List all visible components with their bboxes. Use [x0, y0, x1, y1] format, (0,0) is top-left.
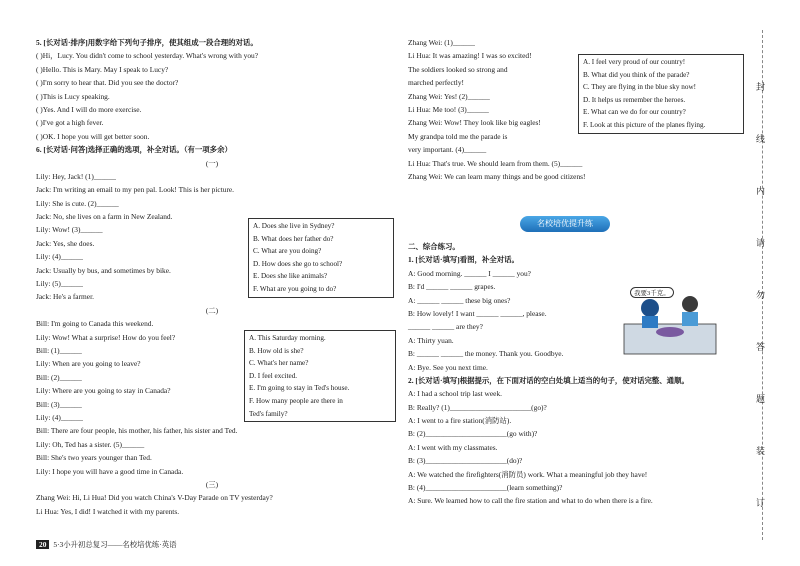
footer-text: 5·3小升初总复习——名校培优练·英语 — [53, 540, 177, 549]
part3-dialogue — [36, 491, 388, 518]
dialogue-line: A: I had a school trip last week. — [408, 389, 502, 399]
dialogue-line: Zhang Wei: We can learn many things and be good citizens! — [408, 171, 586, 181]
part3-title: (三) — [205, 479, 219, 489]
dialogue-line: ( )I'm sorry to hear that. Did you see the doctor? — [36, 78, 179, 88]
dialogue-line: Lily: (4)______ — [36, 412, 84, 422]
dialogue-line: My grandpa told me the parade is — [408, 131, 508, 141]
section-banner: 名校培优提升练 — [520, 216, 610, 232]
q5-title: 5. [长对话·排序]用数字给下列句子排序，使其组成一段合理的对话。 — [36, 38, 258, 47]
section2-title: 二、综合练习。 — [408, 242, 460, 251]
dialogue-line: Bill: (1)______ — [36, 345, 82, 355]
option-item: F. How many people are there in — [249, 396, 343, 405]
option-item: B. What does her father do? — [253, 234, 334, 243]
dialogue-line: ( )This is Lucy speaking. — [36, 91, 110, 101]
part1-options-box — [248, 218, 394, 298]
margin-char: 答 — [756, 342, 766, 352]
binding-margin — [744, 30, 784, 540]
dialogue-line: Lily: Wow! What a surprise! How do you feel? — [36, 332, 176, 342]
option-item: F. Look at this picture of the planes flying. — [583, 120, 706, 129]
q2-title: 2. [长对话·填写]根据提示，在下面对话的空白处填上适当的句子，使对话完整、通顺。 — [408, 375, 689, 385]
dialogue-line: The soldiers looked so strong and — [408, 64, 508, 74]
dialogue-line: Lily: Wow! (3)______ — [36, 225, 103, 235]
page-number: 20 — [36, 540, 49, 549]
dialogue-line: Li Hua: Yes, I did! I watched it with my parents. — [36, 506, 180, 516]
dialogue-line: B: (2)______________________(go with)? — [408, 429, 538, 439]
margin-char: 订 — [756, 498, 766, 508]
dialogue-line: Bill: I'm going to Canada this weekend. — [36, 319, 154, 329]
option-item: Ted's family? — [249, 409, 288, 418]
dialogue-line: Zhang Wei: Yes! (2)______ — [408, 91, 490, 101]
dialogue-line: Bill: There are four people, his mother, his father, his sister and Ted. — [36, 426, 238, 436]
dialogue-line: Jack: I'm writing an email to my pen pal. Look! This is her picture. — [36, 185, 235, 195]
dialogue-line: Lily: Hey, Jack! (1)______ — [36, 171, 116, 181]
dialogue-line: A: I went with my classmates. — [408, 442, 498, 452]
page-footer — [36, 539, 177, 550]
q2-dialogue — [408, 387, 738, 508]
dialogue-line: A: We watched the firefighters(消防员) work. What a meaningful job they have! — [408, 469, 648, 479]
dialogue-line: Bill: She's two years younger than Ted. — [36, 453, 152, 463]
option-item: D. I feel excited. — [249, 371, 298, 380]
dialogue-line: Lily: (4)______ — [36, 252, 84, 262]
dialogue-line: B: ______ ______ the money. Thank you. Goodbye. — [408, 349, 564, 359]
dialogue-line: ( )Yes. And I will do more exercise. — [36, 104, 142, 114]
q6-title: 6. [长对话·问答]选择正确的选项，补全对话。（有一项多余） — [36, 145, 232, 155]
dialogue-line: A: Bye. See you next time. — [408, 362, 488, 372]
margin-char: 题 — [756, 394, 766, 404]
option-item: A. Does she live in Sydney? — [253, 222, 335, 230]
dialogue-line: Jack: He's a farmer. — [36, 292, 94, 302]
dialogue-line: Zhang Wei: Wow! They look like big eagles! — [408, 118, 541, 128]
dialogue-line: Jack: No, she lives on a farm in New Zealand. — [36, 212, 173, 222]
dialogue-line: Zhang Wei: (1)______ — [408, 38, 476, 47]
dialogue-line: Li Hua: That's true. We should learn from them. (5)______ — [408, 158, 583, 168]
option-item: C. What's her name? — [249, 359, 309, 368]
option-item: C. They are flying in the blue sky now! — [583, 83, 697, 92]
q1-title: 1. [长对话·填写]看图，补全对话。 — [408, 255, 519, 265]
speech-bubble: 我要3千克。 — [630, 287, 674, 298]
dialogue-line: Lily: (5)______ — [36, 279, 84, 289]
margin-char: 请 — [756, 238, 766, 248]
dialogue-line: ( )Hi，Lucy. You didn't come to school yesterday. What's wrong with you? — [36, 51, 259, 61]
option-item: D. It helps us remember the heroes. — [583, 95, 686, 104]
margin-char: 线 — [756, 134, 766, 144]
option-item: E. I'm going to stay in Ted's house. — [249, 384, 350, 393]
dialogue-line: ______ ______ are they? — [408, 322, 483, 332]
option-item: E. What can we do for our country? — [583, 108, 686, 117]
margin-char: 封 — [756, 82, 766, 92]
dialogue-line: Zhang Wei: Hi, Li Hua! Did you watch China's V-Day Parade on TV yesterday? — [36, 493, 273, 503]
dialogue-line: B: Really? (1)______________________(go)? — [408, 402, 547, 412]
dialogue-line: A: Good morning. ______ I ______ you? — [408, 268, 531, 278]
part2-title: (二) — [205, 305, 219, 315]
dialogue-line: ( )I've got a high fever. — [36, 118, 104, 128]
part1-title: (一) — [205, 158, 219, 168]
dialogue-line: B: How lovely! I want ______ ______, please. — [408, 308, 547, 318]
margin-char: 内 — [756, 186, 766, 196]
margin-char: 装 — [756, 446, 766, 456]
option-item: E. Does she like animals? — [253, 272, 328, 281]
binding-line — [762, 30, 763, 540]
dialogue-line: Jack: Usually by bus, and sometimes by bike. — [36, 265, 171, 275]
q5-lines — [36, 49, 388, 143]
option-item: A. This Saturday morning. — [249, 334, 326, 342]
dialogue-line: A: Thirty yuan. — [408, 335, 454, 345]
dialogue-line: ( )Hello. This is Mary. May I speak to Lucy? — [36, 64, 169, 74]
part2-options-box — [244, 330, 396, 422]
part3-options-box — [578, 54, 744, 134]
option-item: A. I feel very proud of our country! — [583, 58, 686, 66]
option-item: F. What are you going to do? — [253, 284, 337, 293]
dialogue-line: Jack: Yes, she does. — [36, 238, 95, 248]
option-item: D. How does she go to school? — [253, 259, 343, 268]
dialogue-line: very important. (4)______ — [408, 145, 487, 155]
dialogue-line: marched perfectly! — [408, 78, 465, 88]
dialogue-line: Li Hua: Me too! (3)______ — [408, 104, 489, 114]
option-item: B. How old is she? — [249, 346, 304, 355]
dialogue-line: Lily: She is cute. (2)______ — [36, 198, 119, 208]
dialogue-line: ( )OK. I hope you will get better soon. — [36, 131, 150, 141]
dialogue-line: A: I went to a fire station(消防站). — [408, 416, 512, 426]
dialogue-line: B: I'd ______ ______ grapes. — [408, 282, 496, 292]
dialogue-line: Lily: Oh, Ted has a sister. (5)______ — [36, 439, 145, 449]
option-item: C. What are you doing? — [253, 247, 322, 256]
dialogue-line: A: ______ ______ these big ones? — [408, 295, 511, 305]
dialogue-line: Lily: When are you going to leave? — [36, 359, 141, 369]
margin-char: 勿 — [756, 290, 766, 300]
dialogue-line: B: (3)______________________(do)? — [408, 456, 523, 466]
option-item: B. What did you think of the parade? — [583, 70, 690, 79]
dialogue-line: B: (4)______________________(learn something)? — [408, 483, 563, 493]
dialogue-line: Bill: (2)______ — [36, 372, 82, 382]
dialogue-line: Bill: (3)______ — [36, 399, 82, 409]
dialogue-line: Li Hua: It was amazing! I was so excited! — [408, 51, 532, 61]
dialogue-line: Lily: I hope you will have a good time in Canada. — [36, 466, 184, 476]
dialogue-line: Lily: Where are you going to stay in Canada? — [36, 386, 171, 396]
dialogue-line: A: Sure. We learned how to call the fire station and what to do when there is a fire. — [408, 496, 653, 506]
